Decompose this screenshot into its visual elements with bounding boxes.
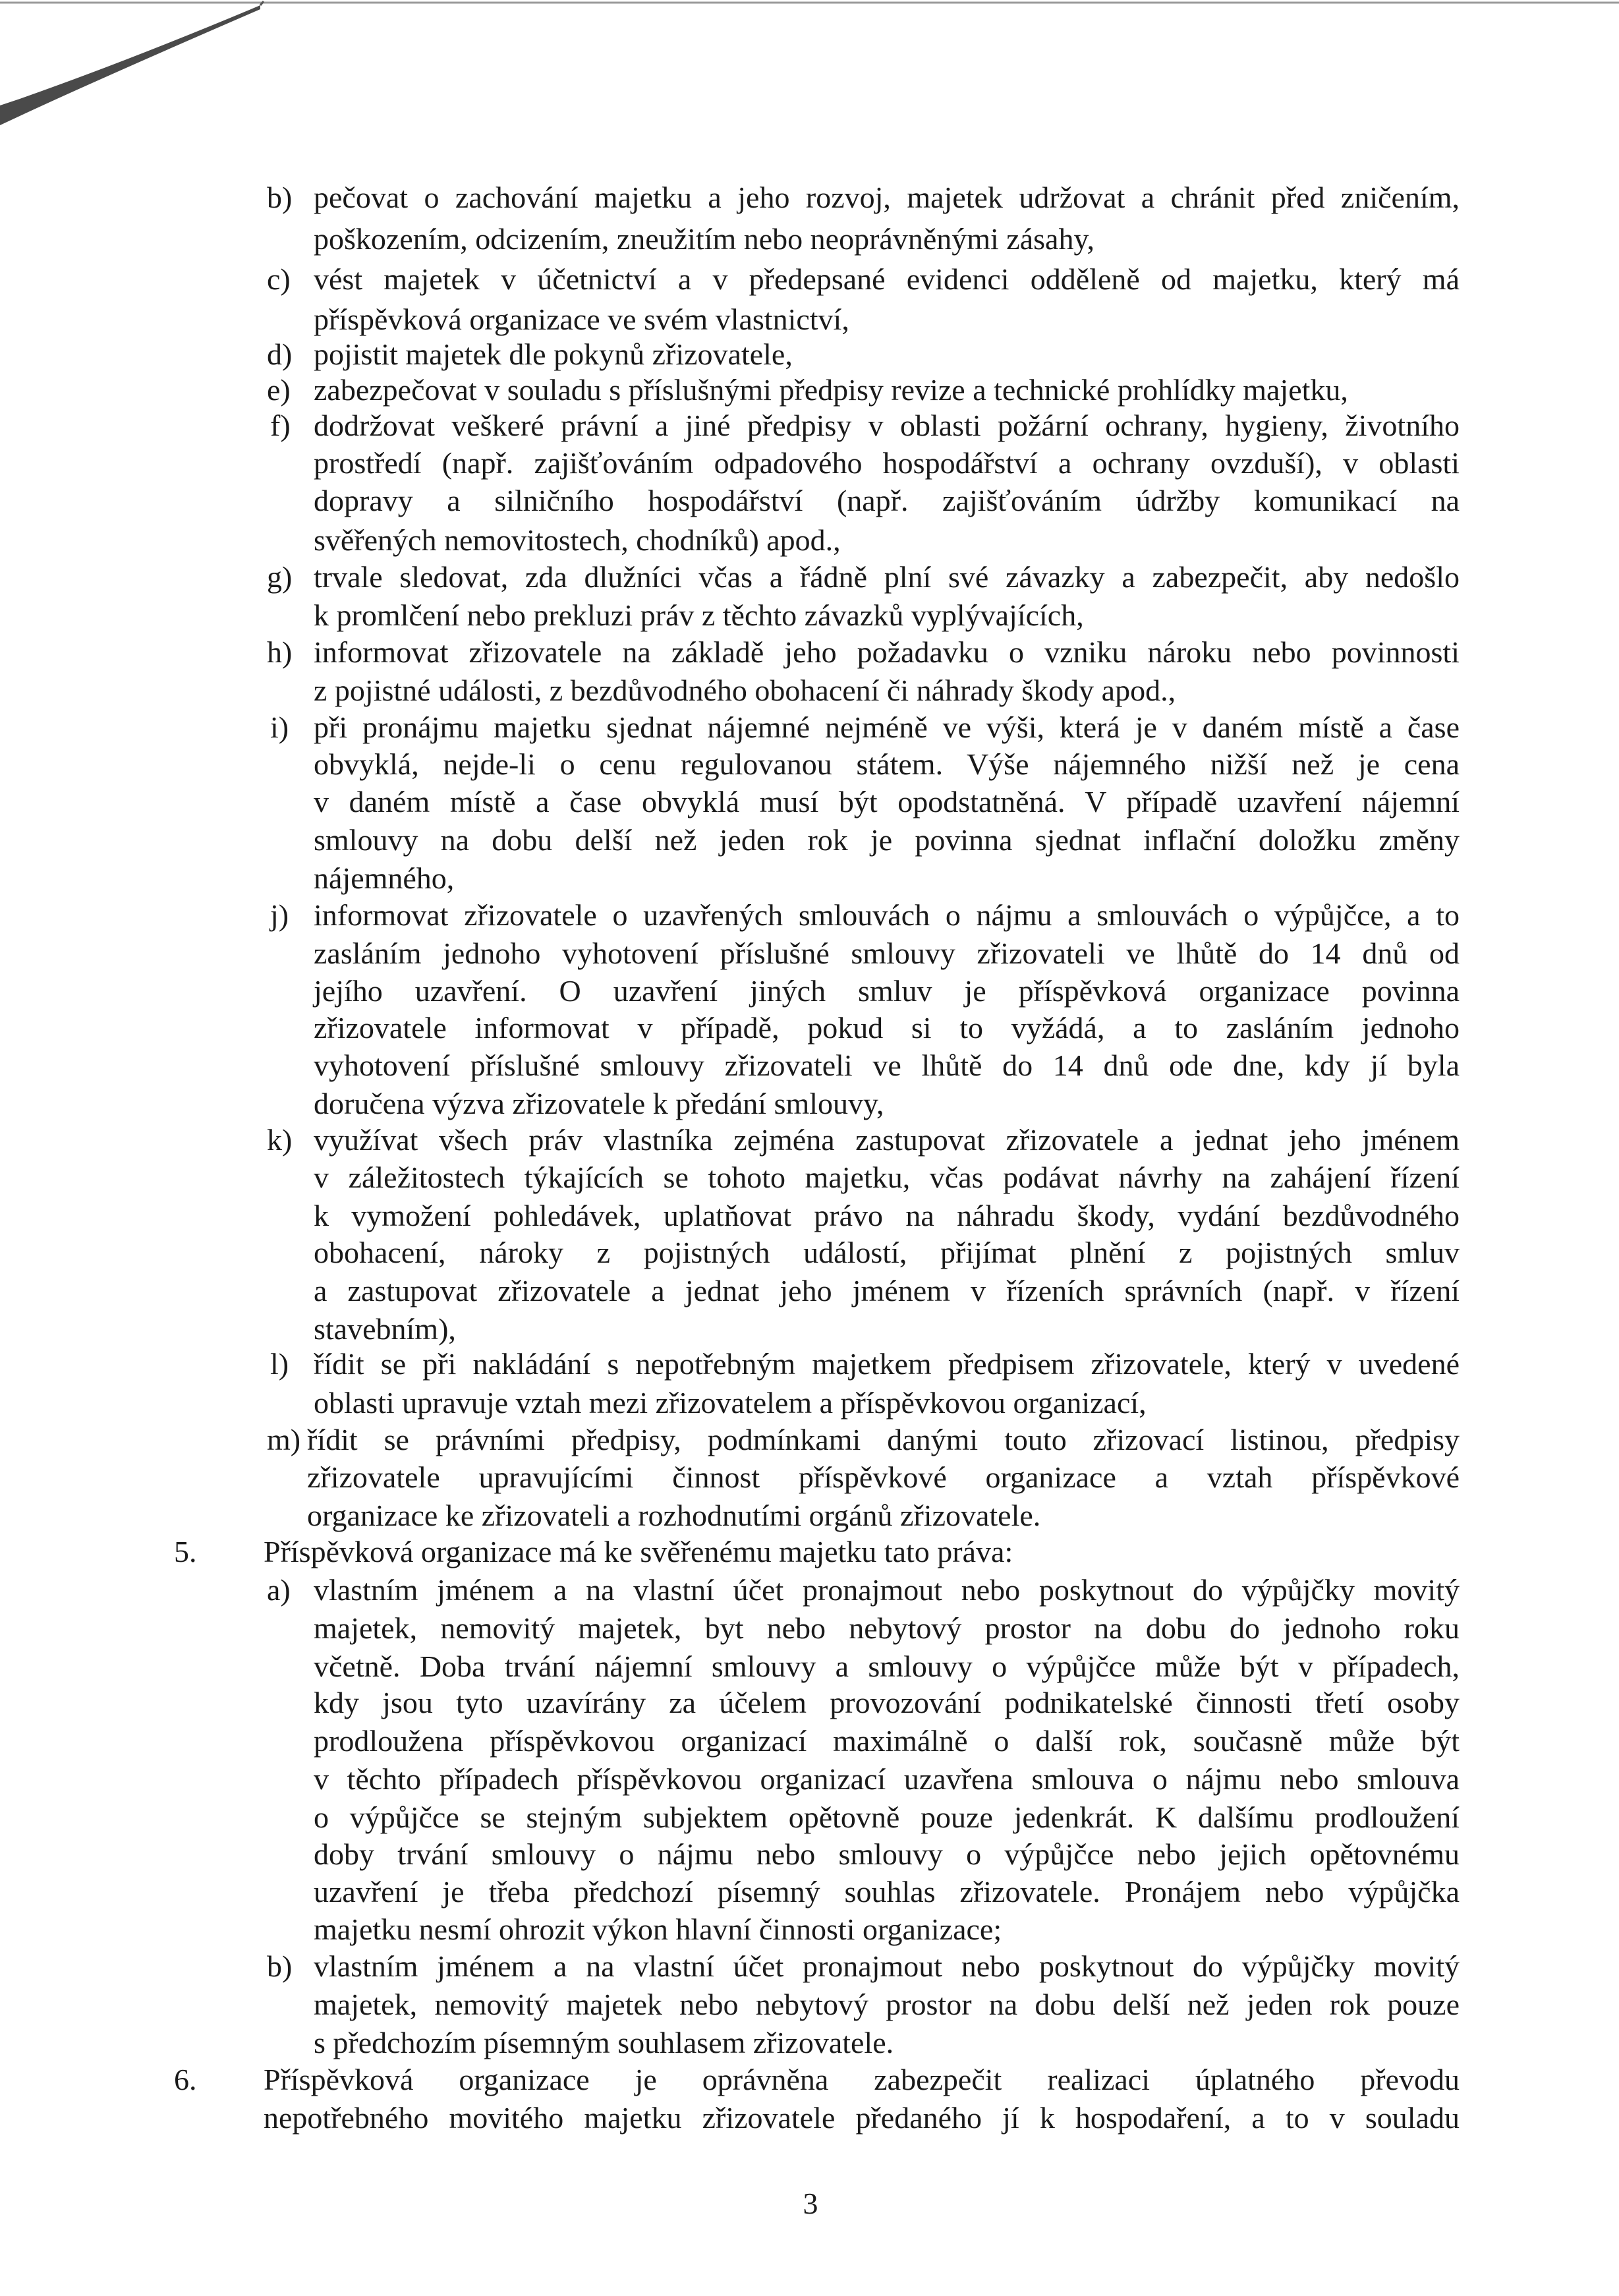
item-marker: e) [267, 373, 291, 407]
item-marker: g) [267, 560, 293, 594]
text-line: o výpůjčce se stejným subjektem opětovně pouze jedenkrát. K dalšímu prodloužení [314, 1800, 1460, 1834]
text-line: jejího uzavření. O uzavření jiných smluv je příspěvková organizace povinna [314, 974, 1460, 1008]
text-line: řídit se právními předpisy, podmínkami danými touto zřizovací listinou, předpisy [307, 1423, 1460, 1456]
item-marker: k) [267, 1123, 293, 1157]
text-line: stavebním), [314, 1312, 456, 1346]
text-line: řídit se při nakládání s nepotřebným majetkem předpisem zřizovatele, který v uvedené [314, 1347, 1460, 1381]
text-line: zabezpečovat v souladu s příslušnými předpisy revize a technické prohlídky majetku, [314, 373, 1348, 407]
text-line: k vymožení pohledávek, uplatňovat právo na náhradu škody, vydání bezdůvodného [314, 1199, 1460, 1232]
text-line: pojistit majetek dle pokynů zřizovatele, [314, 337, 793, 371]
item-marker: j) [270, 898, 289, 932]
text-line: dopravy a silničního hospodářství (např. zajišťováním údržby komunikací na [314, 484, 1460, 517]
text-line: zřizovatele upravujícími činnost příspěvkové organizace a vztah příspěvkové [307, 1460, 1460, 1494]
item-marker: f) [270, 409, 291, 442]
item-marker: a) [267, 1573, 291, 1607]
text-line: vlastním jménem a na vlastní účet pronajmout nebo poskytnout do výpůjčky movitý [314, 1949, 1460, 1983]
item-marker: m) [267, 1423, 301, 1456]
text-line: Příspěvková organizace má ke svěřenému majetku tato práva: [264, 1535, 1013, 1568]
text-line: informovat zřizovatele o uzavřených smlouvách o nájmu a smlouvách o výpůjčce, a to [314, 898, 1460, 932]
text-line: organizace ke zřizovateli a rozhodnutími orgánů zřizovatele. [307, 1499, 1041, 1532]
text-line: prostředí (např. zajišťováním odpadového hospodářství a ochrany ovzduší), v oblasti [314, 446, 1460, 480]
text-line: obvyklá, nejde-li o cenu regulovanou státem. Výše nájemného nižší než je cena [314, 747, 1460, 781]
item-marker: b) [267, 1949, 293, 1983]
text-line: majetku nesmí ohrozit výkon hlavní činnosti organizace; [314, 1912, 1002, 1946]
text-line: oblasti upravuje vztah mezi zřizovatelem a příspěvkovou organizací, [314, 1386, 1147, 1420]
text-line: nájemného, [314, 861, 455, 895]
text-line: uzavření je třeba předchozí písemný souhlas zřizovatele. Pronájem nebo výpůjčka [314, 1875, 1460, 1909]
text-line: vést majetek v účetnictví a v předepsané evidenci odděleně od majetku, který má [314, 262, 1460, 296]
text-line: vlastním jménem a na vlastní účet pronajmout nebo poskytnout do výpůjčky movitý [314, 1573, 1460, 1607]
item-marker: i) [270, 710, 289, 744]
text-line: zřizovatele informovat v případě, pokud si to vyžádá, a to zasláním jednoho [314, 1011, 1460, 1045]
text-line: poškozením, odcizením, zneužitím nebo neoprávněnými zásahy, [314, 222, 1094, 256]
item-marker: 5. [174, 1535, 197, 1568]
text-line: k promlčení nebo prekluzi práv z těchto závazků vyplývajících, [314, 598, 1084, 632]
text-line: zasláním jednoho vyhotovení příslušné smlouvy zřizovateli ve lhůtě do 14 dnů od [314, 936, 1460, 970]
text-line: včetně. Doba trvání nájemní smlouvy a smlouvy o výpůjčce může být v případech, [314, 1650, 1460, 1683]
text-line: v daném místě a čase obvyklá musí být opodstatněná. V případě uzavření nájemní [314, 785, 1460, 818]
text-line: Příspěvková organizace je oprávněna zabezpečit realizaci úplatného převodu [264, 2063, 1460, 2096]
text-line: svěřených nemovitostech, chodníků) apod., [314, 523, 841, 557]
text-line: kdy jsou tyto uzavírány za účelem provozování podnikatelské činnosti třetí osoby [314, 1686, 1460, 1719]
item-marker: c) [267, 262, 291, 296]
text-line: majetek, nemovitý majetek, byt nebo nebytový prostor na dobu do jednoho roku [314, 1611, 1460, 1645]
text-line: při pronájmu majetku sjednat nájemné nejméně ve výši, která je v daném místě a čase [314, 710, 1460, 744]
text-line: v záležitostech týkajících se tohoto majetku, včas podávat návrhy na zahájení řízení [314, 1161, 1460, 1194]
item-marker: l) [270, 1347, 289, 1381]
text-line: nepotřebného movitého majetku zřizovatele předaného jí k hospodaření, a to v souladu [264, 2101, 1460, 2135]
text-line: z pojistné události, z bezdůvodného obohacení či náhrady škody apod., [314, 674, 1176, 707]
text-line: majetek, nemovitý majetek nebo nebytový prostor na dobu delší než jeden rok pouze [314, 1988, 1460, 2021]
text-line: využívat všech práv vlastníka zejména zastupovat zřizovatele a jednat jeho jménem [314, 1123, 1460, 1157]
item-marker: d) [267, 337, 293, 371]
text-line: příspěvková organizace ve svém vlastnictví, [314, 302, 849, 336]
text-line: dodržovat veškeré právní a jiné předpisy v oblasti požární ochrany, hygieny, životního [314, 409, 1460, 442]
text-line: a zastupovat zřizovatele a jednat jeho jménem v řízeních správních (např. v řízení [314, 1274, 1460, 1307]
text-line: obohacení, nároky z pojistných událostí, přijímat plnění z pojistných smluv [314, 1236, 1460, 1269]
text-line: pečovat o zachování majetku a jeho rozvoj, majetek udržovat a chránit před zničením, [314, 181, 1460, 214]
text-line: smlouvy na dobu delší než jeden rok je povinna sjednat inflační doložku změny [314, 823, 1460, 857]
item-marker: h) [267, 635, 293, 669]
text-line: doručena výzva zřizovatele k předání smlouvy, [314, 1087, 884, 1120]
page-number: 3 [803, 2187, 818, 2220]
item-marker: 6. [174, 2063, 197, 2096]
text-line: s předchozím písemným souhlasem zřizovatele. [314, 2026, 894, 2059]
text-line: informovat zřizovatele na základě jeho požadavku o vzniku nároku nebo povinnosti [314, 635, 1460, 669]
text-line: vyhotovení příslušné smlouvy zřizovateli ve lhůtě do 14 dnů ode dne, kdy jí byla [314, 1048, 1460, 1082]
text-line: doby trvání smlouvy o nájmu nebo smlouvy o výpůjčce nebo jejich opětovnému [314, 1837, 1460, 1871]
item-marker: b) [267, 181, 293, 214]
text-line: trvale sledovat, zda dlužníci včas a řádně plní své závazky a zabezpečit, aby nedošlo [314, 560, 1460, 594]
text-line: prodloužena příspěvkovou organizací maximálně o další rok, současně může být [314, 1724, 1460, 1758]
text-line: v těchto případech příspěvkovou organizací uzavřena smlouva o nájmu nebo smlouva [314, 1762, 1460, 1796]
